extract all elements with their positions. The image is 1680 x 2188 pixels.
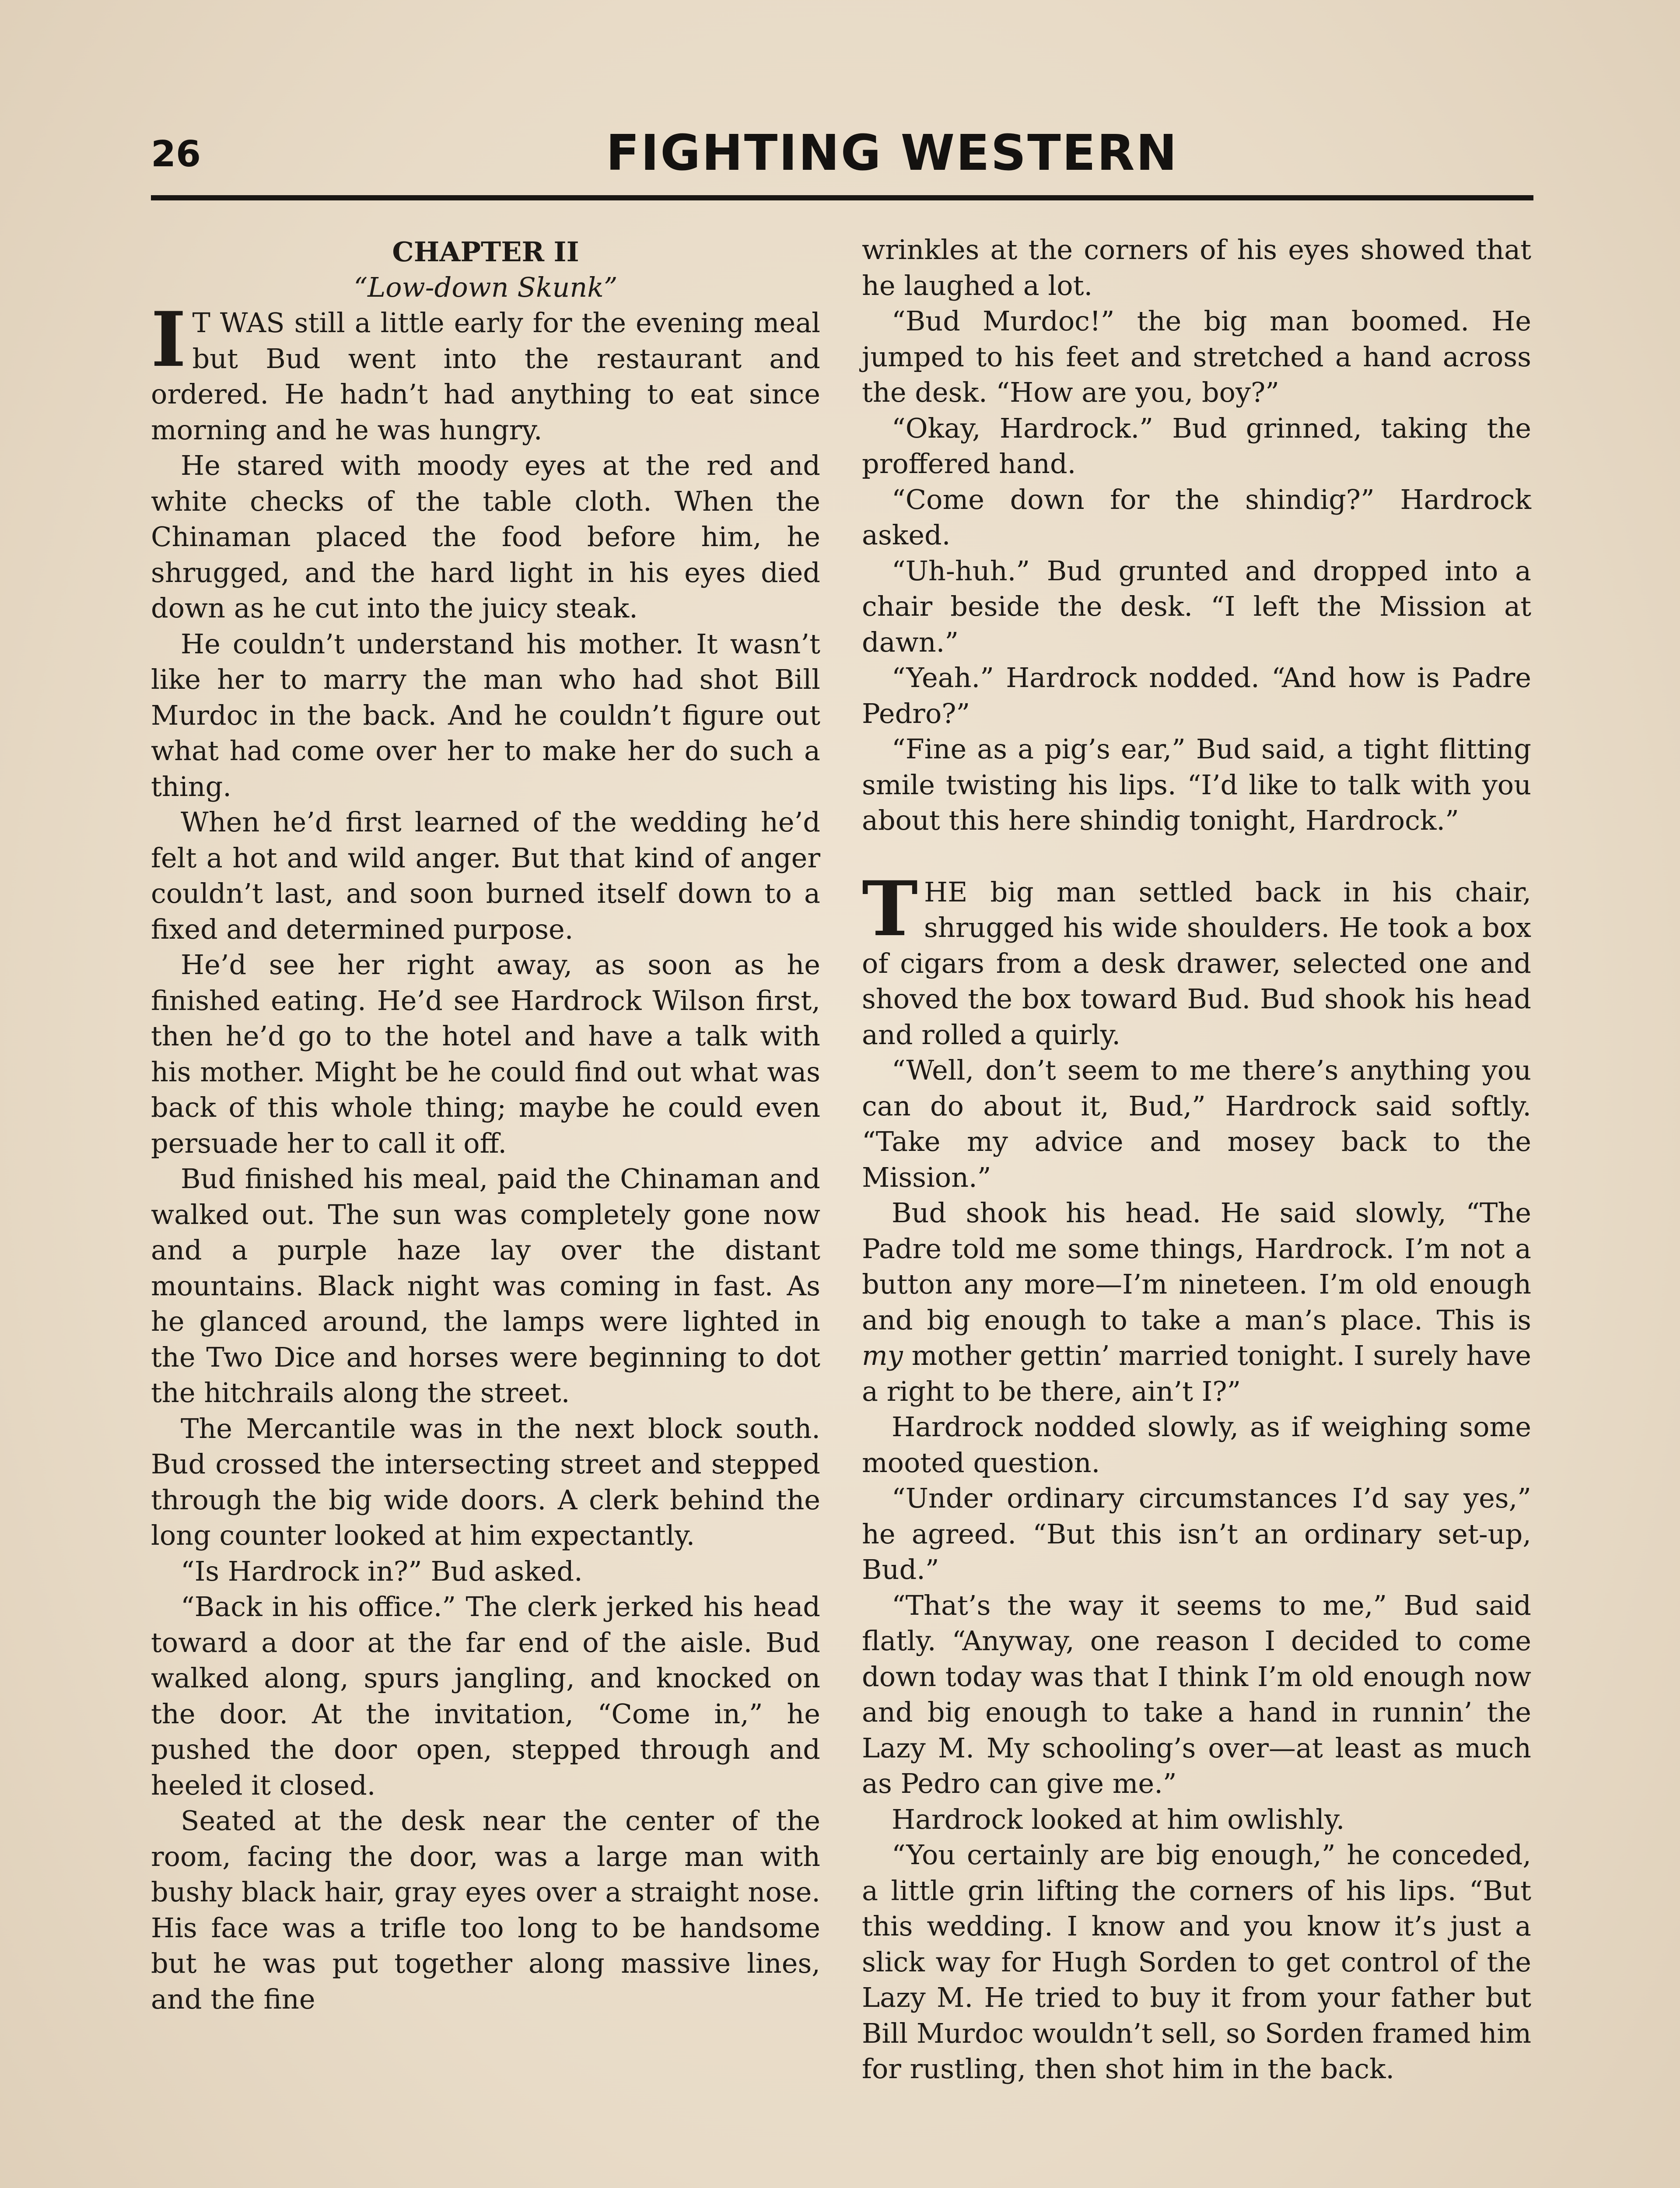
body-paragraph: He’d see her right away, as soon as he finished eating. He’d see Hardrock Wilson first, then he’d go to the hotel and have a talk with his mother. Might be he could find out what was back of this whole thing; maybe he could even persuade her to call it off.	[151, 949, 820, 1159]
body-paragraph: Seated at the desk near the center of the room, facing the door, was a large man with bushy black hair, gray eyes over a straight nose. His face was a trifle too long to be handsome but he was put together along massive lines, and the fine	[151, 1805, 820, 2015]
body-paragraph: “Come down for the shindig?” Hardrock asked.	[862, 483, 1531, 551]
body-paragraph: “Is Hardrock in?” Bud asked.	[181, 1555, 583, 1587]
left-column	[151, 234, 820, 2017]
body-paragraph: “Uh-huh.” Bud grunted and dropped into a chair beside the desk. “I left the Mission at dawn.”	[862, 554, 1531, 658]
section-break	[862, 838, 1531, 874]
body-paragraph: “You certainly are big enough,” he conceded, a little grin lifting the corners of his lips. “But this wedding. I know and you know it’s just a slick way for Hugh Sorden to get control of the Lazy M. He tried to buy it from your father but Bill Murdoc wouldn’t sell, so Sorden framed him for rustling, then shot him in the back.	[862, 1839, 1531, 2085]
continued-paragraph: wrinkles at the corners of his eyes showed that he laughed a lot.	[862, 234, 1531, 302]
section-opening-text: HE big man settled back in his chair, shrugged his wide shoulders. He took a box of cigars from a desk drawer, selected one and shoved the box toward Bud. Bud shook his head and rolled a quirly.	[862, 876, 1531, 1051]
body-paragraph: The Mercantile was in the next block south. Bud crossed the intersecting street and stepped through the big wide doors. A clerk behind the long counter looked at him expectantly.	[151, 1412, 820, 1551]
section-opening-paragraph	[862, 864, 1531, 1053]
opening-text: T WAS still a little early for the evening meal but Bud went into the restaurant and ordered. He hadn’t had anything to eat since morning and he was hungry.	[151, 307, 820, 446]
drop-cap: I	[151, 295, 186, 384]
emphasis-text: my	[862, 1339, 903, 1371]
chapter-subtitle: “Low-down Skunk”	[354, 271, 618, 303]
body-paragraph: “Yeah.” Hardrock nodded. “And how is Padre Pedro?”	[862, 662, 1531, 729]
drop-cap: T	[862, 864, 918, 953]
body-paragraph: He couldn’t understand his mother. It wasn’t like her to marry the man who had shot Bill Murdoc in the back. And he couldn’t figure out what had come over her to make her do such a thing.	[151, 628, 820, 803]
text-run: mother gettin’ married tonight. I surely have a right to be there, ain’t I?”	[862, 1339, 1531, 1407]
body-paragraph: He stared with moody eyes at the red and white checks of the table cloth. When the Chinaman placed the food before him, he shrugged, and the hard light in his eyes died down as he cut into the juicy steak.	[151, 449, 820, 624]
page-header	[151, 125, 1533, 199]
chapter-heading: CHAPTER II	[392, 236, 579, 268]
opening-paragraph	[151, 295, 820, 448]
body-paragraph: “Bud Murdoc!” the big man boomed. He jumped to his feet and stretched a hand across the desk. “How are you, boy?”	[862, 305, 1531, 408]
body-paragraph: Bud finished his meal, paid the Chinaman and walked out. The sun was completely gone now and a purple haze lay over the distant mountains. Black night was coming in fast. As he glanced around, the lamps were lighted in the Two Dice and horses were beginning to dot the hitchrails along the street.	[151, 1163, 820, 1409]
body-paragraph: “Fine as a pig’s ear,” Bud said, a tight flitting smile twisting his lips. “I’d like to talk with you about this here shindig tonight, Hardrock.”	[862, 733, 1531, 836]
body-paragraph: Hardrock looked at him owlishly.	[892, 1803, 1345, 1835]
body-paragraph	[862, 1195, 1531, 1409]
body-paragraph: “Well, don’t seem to me there’s anything you can do about it, Bud,” Hardrock said softly. “Take my advice and mosey back to the Mission.”	[862, 1054, 1531, 1193]
body-paragraph: Hardrock nodded slowly, as if weighing some mooted question.	[862, 1411, 1531, 1479]
body-paragraph: “That’s the way it seems to me,” Bud said flatly. “Anyway, one reason I decided to come down today was that I think I’m old enough now and big enough to take a hand in runnin’ the Lazy M. My schooling’s over—at least as much as Pedro can give me.”	[862, 1589, 1531, 1799]
body-paragraph: When he’d first learned of the wedding he’d felt a hot and wild anger. But that kind of anger couldn’t last, and soon burned itself down to a fixed and determined purpose.	[151, 806, 820, 945]
text-run: Bud shook his head. He said slowly, “The Padre told me some things, Hardrock. I’m not a button any more—I’m nineteen. I’m old enough and big enough to take a man’s place. This is	[862, 1197, 1531, 1336]
running-title: FIGHTING WESTERN	[606, 125, 1179, 182]
header-rule	[151, 195, 1533, 200]
body-paragraph: “Under ordinary circumstances I’d say yes,” he agreed. “But this isn’t an ordinary set-up, Bud.”	[862, 1482, 1531, 1585]
body-paragraph: “Back in his office.” The clerk jerked his head toward a door at the far end of the aisle. Bud walked along, spurs jangling, and knocked on the door. At the invitation, “Come in,” he pushed the door open, stepped through and heeled it closed.	[151, 1591, 820, 1801]
body-paragraph: “Okay, Hardrock.” Bud grinned, taking the proffered hand.	[862, 412, 1531, 480]
page-number: 26	[151, 133, 201, 175]
right-column	[862, 232, 1531, 2087]
